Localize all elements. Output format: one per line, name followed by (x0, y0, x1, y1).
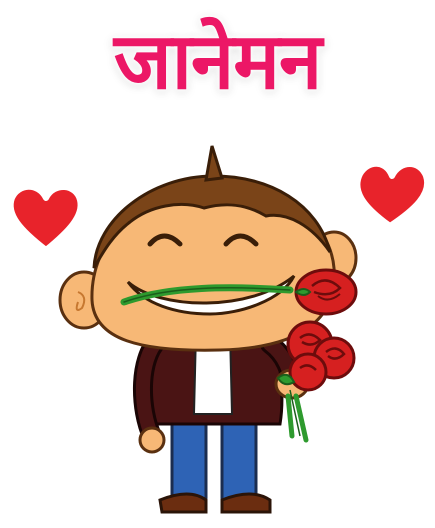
heart-left-icon (11, 187, 81, 250)
sticker-title: जानेमन (113, 17, 322, 107)
heart-right-icon (357, 164, 427, 226)
